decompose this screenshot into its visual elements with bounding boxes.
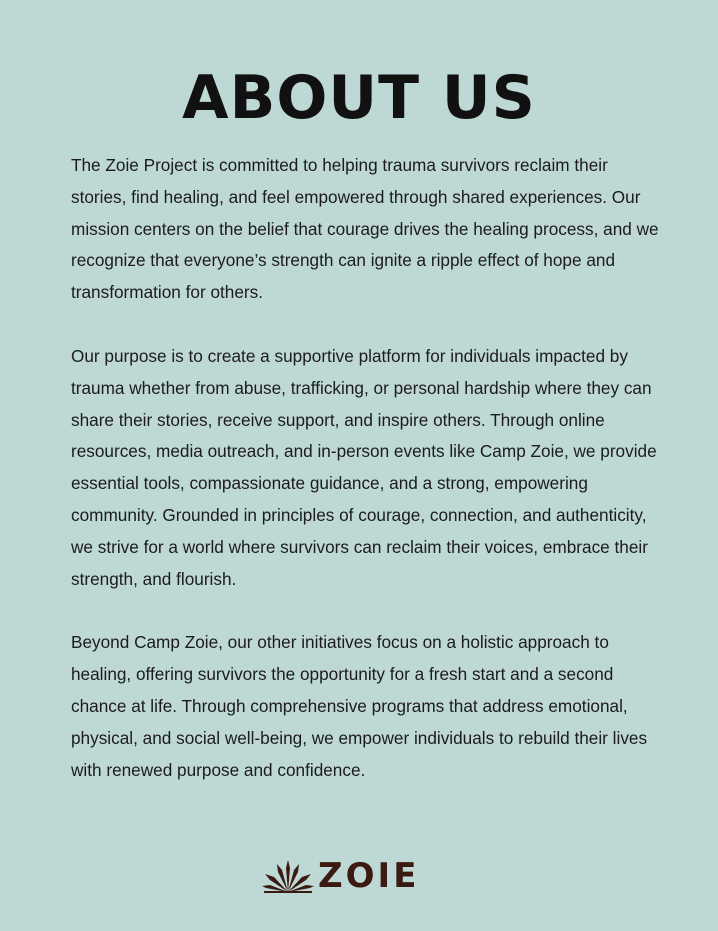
logo-wordmark: ZOIE	[318, 856, 420, 896]
paragraph-purpose: Our purpose is to create a supportive platform for individuals impacted by trauma whether from abuse, trafficking, or personal hardship where they can share their stories, receive support, and inspire others. Through online resources, media outreach, and in-person events like Camp Zoie, we provide essential tools, compassionate guidance, and a strong, empowering community. Grounded in principles of courage, connection, and authenticity, we strive for a world where survivors can reclaim their voices, embrace their strength, and flourish.	[71, 345, 657, 589]
paragraph-mission: The Zoie Project is committed to helping trauma survivors reclaim their stories, find healing, and feel empowered through shared experiences. Our mission centers on the belief that courage drives the healing process, and we recognize that everyone’s strength can ignite a ripple effect of hope and transformation for others.	[71, 155, 659, 303]
zoie-logo	[262, 856, 458, 896]
paragraph-initiatives: Beyond Camp Zoie, our other initiatives focus on a holistic approach to healing, offering survivors the opportunity for a fresh start and a second chance at life. Through comprehensive programs that address emotional, physical, and social well-being, we empower individuals to rebuild their lives with renewed purpose and confidence.	[71, 632, 648, 780]
page-title: ABOUT US	[182, 63, 536, 133]
body-text	[71, 150, 661, 818]
leaf-burst-icon	[262, 858, 314, 894]
